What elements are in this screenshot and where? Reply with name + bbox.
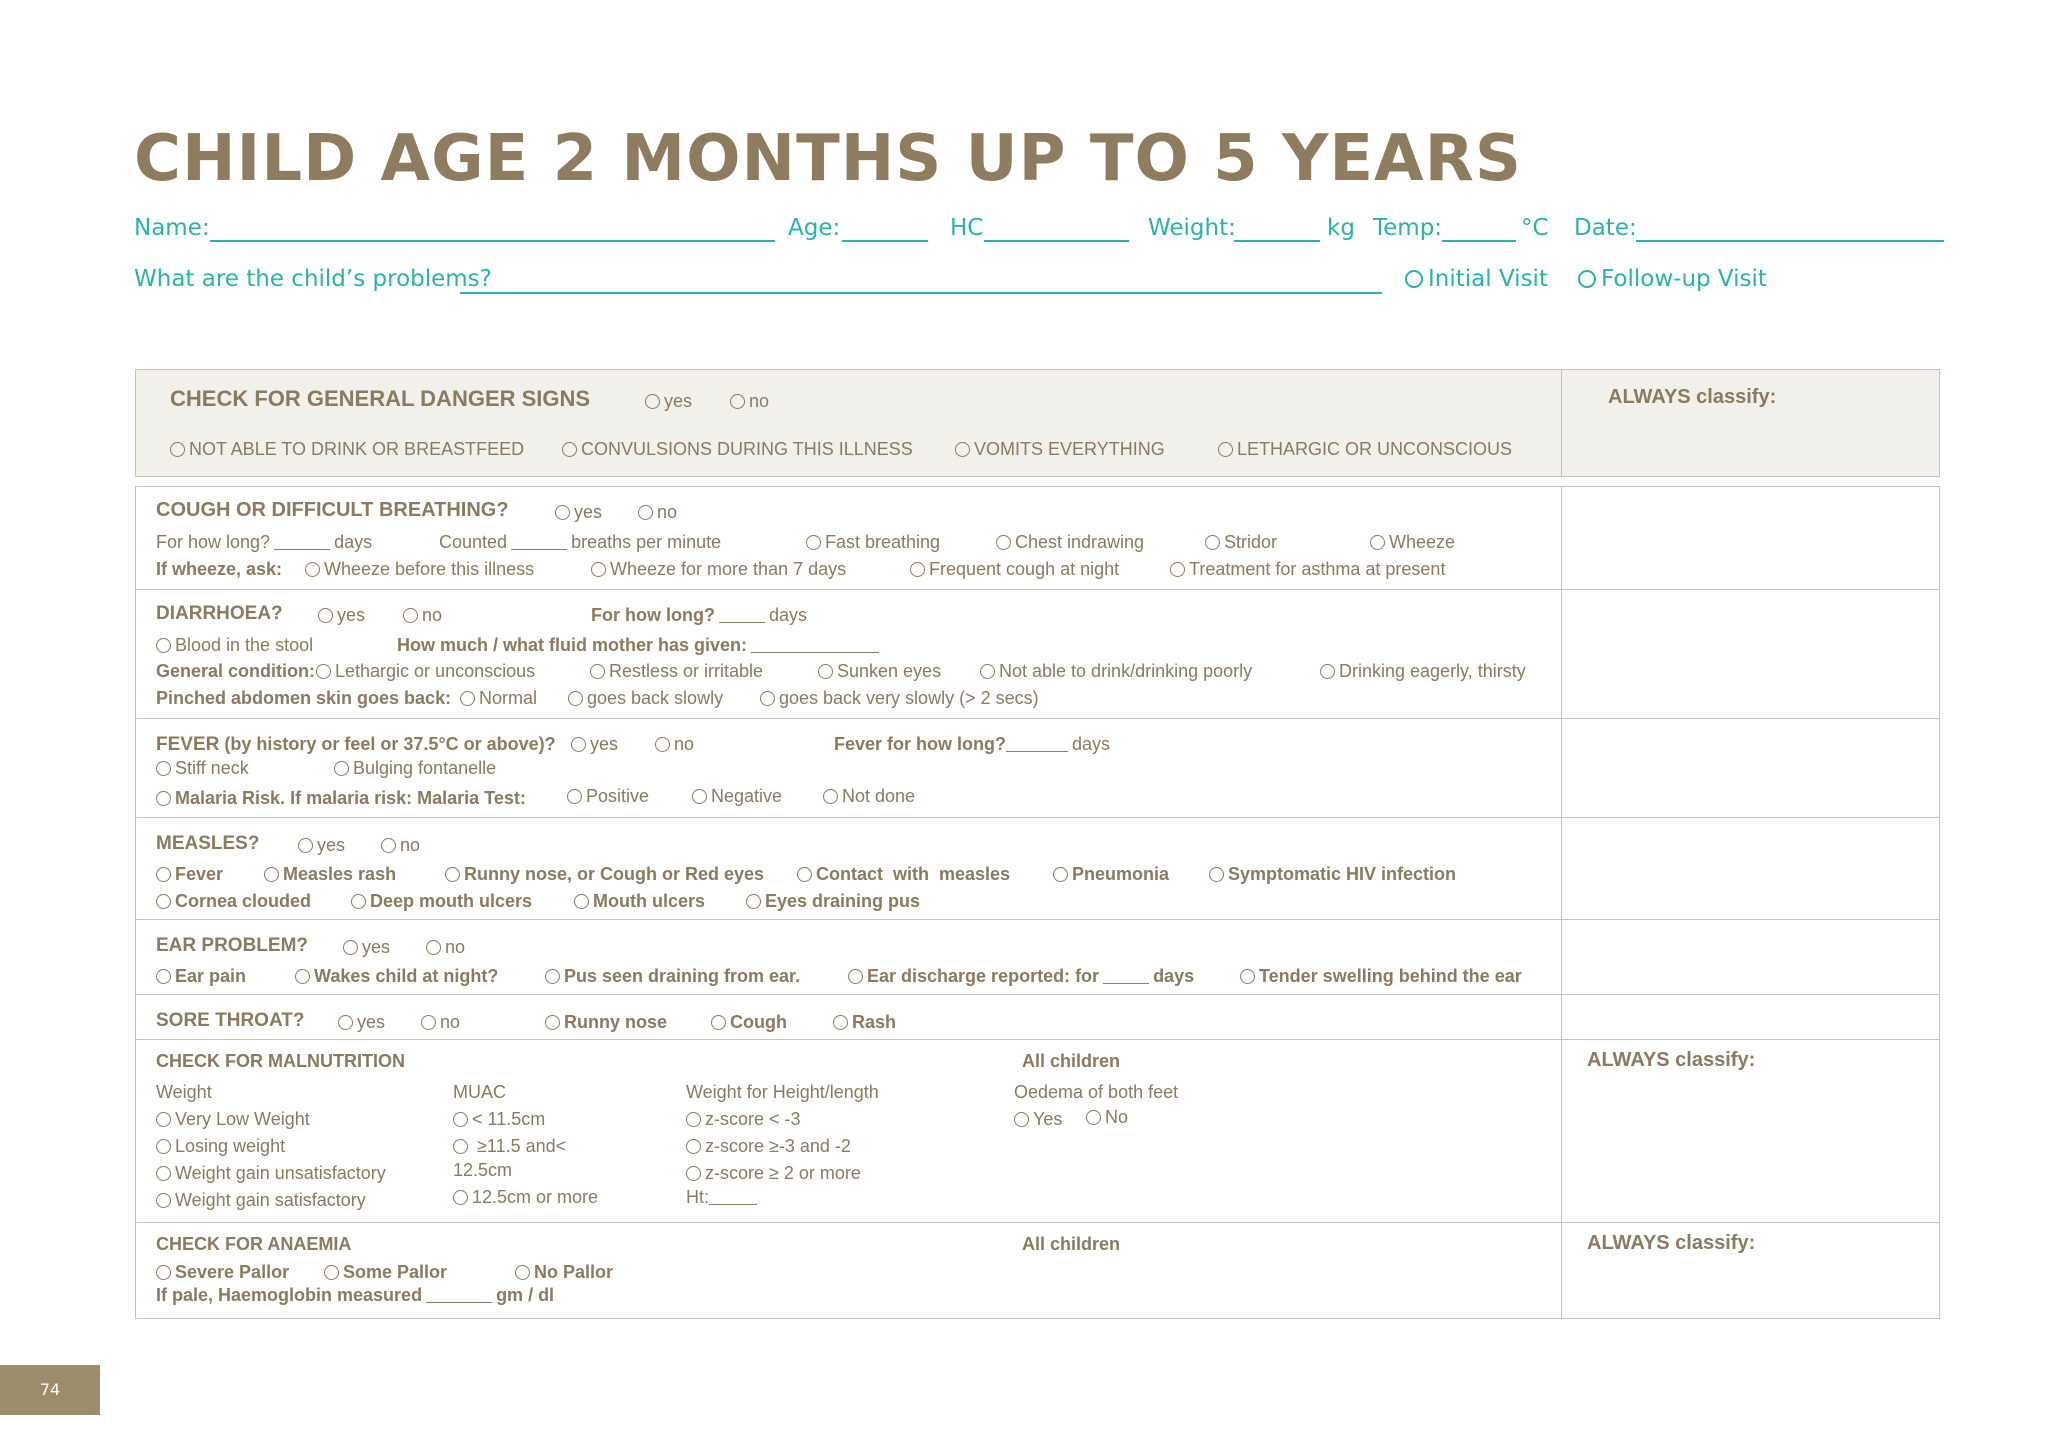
radio-icon	[156, 867, 171, 882]
muac-over-option[interactable]: 12.5cm or more	[453, 1187, 598, 1208]
cough-how-long-label: For how long?	[156, 532, 271, 552]
malaria-positive-option[interactable]: Positive	[567, 786, 649, 807]
radio-icon	[980, 664, 995, 679]
cough-days-field[interactable]	[274, 533, 330, 550]
cough-no-option[interactable]: no	[638, 502, 677, 523]
radio-icon	[403, 608, 418, 623]
radio-icon	[591, 562, 606, 577]
radio-icon	[1086, 1110, 1101, 1125]
radio-icon	[574, 894, 589, 909]
radio-icon	[426, 940, 441, 955]
pinched-normal-option[interactable]: Normal	[460, 688, 537, 709]
radio-icon	[445, 867, 460, 882]
radio-icon	[910, 562, 925, 577]
gain-unsatisfactory-option[interactable]: Weight gain unsatisfactory	[156, 1163, 386, 1184]
radio-icon	[453, 1112, 468, 1127]
danger-option-3[interactable]: VOMITS EVERYTHING	[955, 439, 1165, 460]
runny-nose-cough-option[interactable]: Runny nose, or Cough or Red eyes	[445, 864, 764, 885]
radio-icon	[316, 664, 331, 679]
diarrhoea-title: DIARRHOEA?	[156, 603, 283, 624]
some-pallor-option[interactable]: Some Pallor	[324, 1262, 447, 1283]
fluid-field[interactable]	[751, 636, 879, 653]
hc-field[interactable]	[984, 240, 1129, 242]
pneumonia-option[interactable]: Pneumonia	[1053, 864, 1169, 885]
anaemia-title: CHECK FOR ANAEMIA	[156, 1234, 352, 1254]
pinched-label: Pinched abdomen skin goes back:	[156, 688, 452, 708]
asthma-treatment-option[interactable]: Treatment for asthma at present	[1170, 559, 1445, 580]
radio-icon	[760, 691, 775, 706]
radio-icon	[686, 1166, 701, 1181]
radio-icon	[1320, 664, 1335, 679]
malnutrition-title: CHECK FOR MALNUTRITION	[156, 1051, 405, 1071]
date-label: Date:	[1574, 215, 1637, 241]
fast-breathing-option[interactable]: Fast breathing	[806, 532, 940, 553]
radio-icon	[823, 789, 838, 804]
malnutrition-all-children: All children	[1022, 1051, 1121, 1071]
radio-icon	[1205, 535, 1220, 550]
radio-icon	[692, 789, 707, 804]
fever-how-long-label: Fever for how long?	[834, 734, 1007, 754]
name-field[interactable]	[210, 240, 775, 242]
fever-subtitle: (by history or feel or 37.5°C or above)?	[224, 734, 556, 754]
age-field[interactable]	[842, 240, 928, 242]
radio-icon	[818, 664, 833, 679]
radio-icon	[156, 1265, 171, 1280]
wheeze-7-days-option[interactable]: Wheeze for more than 7 days	[591, 559, 846, 580]
radio-icon	[381, 838, 396, 853]
fever-no-option[interactable]: no	[655, 734, 694, 755]
radio-icon	[567, 789, 582, 804]
radio-icon	[833, 1015, 848, 1030]
eyes-pus-option[interactable]: Eyes draining pus	[746, 891, 920, 912]
diarrhoea-no-option[interactable]: no	[403, 605, 442, 626]
height-field[interactable]	[709, 1188, 757, 1205]
haemoglobin-unit: gm / dl	[496, 1285, 555, 1305]
pinched-slowly-option[interactable]: goes back slowly	[568, 688, 723, 709]
radio-icon	[645, 394, 660, 409]
radio-icon	[421, 1015, 436, 1030]
radio-icon	[1218, 442, 1233, 457]
lethargic-option[interactable]: Lethargic or unconscious	[316, 661, 535, 682]
row-divider	[135, 589, 1940, 590]
chest-indrawing-option[interactable]: Chest indrawing	[996, 532, 1144, 553]
radio-icon	[351, 894, 366, 909]
problems-field[interactable]	[460, 292, 1382, 294]
page-number: 74	[0, 1365, 100, 1415]
kg-label: kg	[1327, 215, 1355, 241]
row-divider	[135, 994, 1940, 995]
throat-cough-option[interactable]: Cough	[711, 1012, 787, 1033]
radio-icon	[324, 1265, 339, 1280]
classify-column-divider	[1561, 486, 1562, 1319]
muac-between-unit: 12.5cm	[453, 1160, 513, 1180]
breaths-count-field[interactable]	[511, 533, 567, 550]
cough-counted-label: Counted	[439, 532, 508, 552]
fever-yes-option[interactable]: yes	[571, 734, 618, 755]
radio-icon	[806, 535, 821, 550]
radio-icon	[156, 638, 171, 653]
cornea-clouded-option[interactable]: Cornea clouded	[156, 891, 311, 912]
no-pallor-option[interactable]: No Pallor	[515, 1262, 613, 1283]
haemoglobin-label: If pale, Haemoglobin measured	[156, 1285, 423, 1305]
zscore-between-option[interactable]: z-score ≥-3 and -2	[686, 1136, 851, 1157]
diarrhoea-days-field[interactable]	[719, 606, 765, 623]
radio-icon	[453, 1190, 468, 1205]
weight-label: Weight:	[1148, 215, 1236, 241]
stridor-option[interactable]: Stridor	[1205, 532, 1277, 553]
radio-icon	[1240, 969, 1255, 984]
page-title: CHILD AGE 2 MONTHS UP TO 5 YEARS	[134, 122, 1522, 196]
radio-icon	[156, 1193, 171, 1208]
header-row-1	[134, 215, 210, 241]
mouth-ulcers-option[interactable]: Mouth ulcers	[574, 891, 705, 912]
throat-runny-nose-option[interactable]: Runny nose	[545, 1012, 667, 1033]
oedema-heading: Oedema of both feet	[1014, 1082, 1179, 1102]
ear-discharge-days-field[interactable]	[1103, 967, 1149, 984]
radio-icon	[295, 969, 310, 984]
radio-icon	[711, 1015, 726, 1030]
throat-no-option[interactable]: no	[421, 1012, 460, 1033]
row-divider	[135, 1039, 1940, 1040]
radio-icon	[156, 969, 171, 984]
radio-icon	[298, 838, 313, 853]
losing-weight-option[interactable]: Losing weight	[156, 1136, 285, 1157]
radio-icon	[156, 1112, 171, 1127]
ear-pain-option[interactable]: Ear pain	[156, 966, 246, 987]
measles-rash-option[interactable]: Measles rash	[264, 864, 396, 885]
problems-label: What are the child’s problems?	[134, 266, 492, 292]
muac-between-option[interactable]: ≥11.5 and<	[453, 1136, 566, 1157]
gain-satisfactory-option[interactable]: Weight gain satisfactory	[156, 1190, 366, 1211]
danger-option-2[interactable]: CONVULSIONS DURING THIS ILLNESS	[562, 439, 913, 460]
danger-title: CHECK FOR GENERAL DANGER SIGNS	[170, 386, 591, 411]
diarrhoea-how-long-label: For how long?	[591, 605, 715, 625]
radio-icon	[156, 1139, 171, 1154]
age-label: Age:	[788, 215, 841, 241]
diarrhoea-days-label: days	[768, 605, 808, 625]
tender-swelling-option[interactable]: Tender swelling behind the ear	[1240, 966, 1522, 987]
measles-fever-option[interactable]: Fever	[156, 864, 223, 885]
measles-no-option[interactable]: no	[381, 835, 420, 856]
ear-no-option[interactable]: no	[426, 937, 465, 958]
malnutrition-classify-label: ALWAYS classify:	[1587, 1049, 1756, 1071]
diarrhoea-yes-option[interactable]: yes	[318, 605, 365, 626]
severe-pallor-option[interactable]: Severe Pallor	[156, 1262, 289, 1283]
danger-no-option[interactable]: no	[730, 391, 769, 412]
radio-icon	[318, 608, 333, 623]
radio-icon	[746, 894, 761, 909]
fever-days-label: days	[1072, 734, 1111, 754]
danger-option-4[interactable]: LETHARGIC OR UNCONSCIOUS	[1218, 439, 1512, 460]
radio-icon	[655, 737, 670, 752]
bpm-label: breaths per minute	[571, 532, 722, 552]
radio-icon	[555, 505, 570, 520]
ear-discharge-option[interactable]: Ear discharge reported: for days	[848, 966, 1194, 987]
malaria-not-done-option[interactable]: Not done	[823, 786, 915, 807]
measles-yes-option[interactable]: yes	[298, 835, 345, 856]
temp-field[interactable]	[1442, 240, 1516, 242]
radio-icon	[1170, 562, 1185, 577]
radio-icon	[562, 442, 577, 457]
oedema-yes-option[interactable]: Yes	[1014, 1109, 1062, 1130]
ear-yes-option[interactable]: yes	[343, 937, 390, 958]
if-wheeze-label: If wheeze, ask:	[156, 559, 283, 579]
pus-draining-option[interactable]: Pus seen draining from ear.	[545, 966, 800, 987]
radio-icon	[996, 535, 1011, 550]
bulging-fontanelle-option[interactable]: Bulging fontanelle	[334, 758, 496, 779]
radio-icon	[1370, 535, 1385, 550]
radio-icon	[571, 737, 586, 752]
danger-classify-label: ALWAYS classify:	[1608, 386, 1777, 408]
pinched-very-slowly-option[interactable]: goes back very slowly (> 2 secs)	[760, 688, 1039, 709]
fever-days-field[interactable]	[1006, 735, 1068, 752]
fever-title: FEVER	[156, 734, 220, 755]
very-low-weight-option[interactable]: Very Low Weight	[156, 1109, 310, 1130]
zscore-under-option[interactable]: z-score < -3	[686, 1109, 801, 1130]
height-label: Ht:	[686, 1187, 710, 1207]
radio-icon	[955, 442, 970, 457]
malaria-negative-option[interactable]: Negative	[692, 786, 782, 807]
row-divider	[135, 718, 1940, 719]
radio-icon	[848, 969, 863, 984]
row-divider	[135, 919, 1940, 920]
radio-icon	[1209, 867, 1224, 882]
radio-icon	[156, 894, 171, 909]
muac-under-option[interactable]: < 11.5cm	[453, 1109, 545, 1130]
radio-icon	[1405, 270, 1423, 288]
radio-icon	[156, 761, 171, 776]
date-field[interactable]	[1636, 240, 1944, 242]
weight-heading: Weight	[156, 1082, 212, 1102]
frequent-cough-option[interactable]: Frequent cough at night	[910, 559, 1119, 580]
radio-icon	[156, 791, 171, 806]
radio-icon	[545, 1015, 560, 1030]
weight-field[interactable]	[1234, 240, 1320, 242]
radio-icon	[453, 1139, 468, 1154]
measles-title: MEASLES?	[156, 833, 260, 854]
cough-title: COUGH OR DIFFICULT BREATHING?	[156, 499, 509, 521]
degc-label: °C	[1521, 215, 1549, 241]
row-divider	[135, 1222, 1940, 1223]
name-label: Name:	[134, 215, 210, 241]
temp-label: Temp:	[1373, 215, 1443, 241]
radio-icon	[515, 1265, 530, 1280]
blood-stool-option[interactable]: Blood in the stool	[156, 635, 313, 656]
radio-icon	[686, 1112, 701, 1127]
radio-icon	[730, 394, 745, 409]
cough-days-label: days	[334, 532, 373, 552]
radio-icon	[568, 691, 583, 706]
initial-visit-option[interactable]: Initial Visit	[1405, 266, 1548, 292]
row-divider	[135, 817, 1940, 818]
radio-icon	[305, 562, 320, 577]
fluid-label: How much / what fluid mother has given:	[397, 635, 748, 655]
throat-title: SORE THROAT?	[156, 1010, 305, 1031]
not-able-drink-option[interactable]: Not able to drink/drinking poorly	[980, 661, 1252, 682]
oedema-no-option[interactable]: No	[1086, 1107, 1128, 1128]
radio-icon	[334, 761, 349, 776]
radio-icon	[1053, 867, 1068, 882]
hiv-option[interactable]: Symptomatic HIV infection	[1209, 864, 1456, 885]
radio-icon	[545, 969, 560, 984]
radio-icon	[338, 1015, 353, 1030]
wakes-child-option[interactable]: Wakes child at night?	[295, 966, 498, 987]
deep-mouth-ulcers-option[interactable]: Deep mouth ulcers	[351, 891, 532, 912]
drinking-eagerly-option[interactable]: Drinking eagerly, thirsty	[1320, 661, 1526, 682]
radio-icon	[460, 691, 475, 706]
hc-label: HC	[950, 215, 984, 241]
anaemia-all-children: All children	[1022, 1234, 1121, 1254]
zscore-over-option[interactable]: z-score ≥ 2 or more	[686, 1163, 861, 1184]
radio-icon	[590, 664, 605, 679]
danger-option-1[interactable]: NOT ABLE TO DRINK OR BREASTFEED	[170, 439, 524, 460]
radio-icon	[1014, 1112, 1029, 1127]
ear-title: EAR PROBLEM?	[156, 935, 308, 956]
haemoglobin-field[interactable]	[426, 1286, 492, 1303]
followup-visit-option[interactable]: Follow-up Visit	[1578, 266, 1767, 292]
muac-heading: MUAC	[453, 1082, 506, 1102]
radio-icon	[264, 867, 279, 882]
radio-icon	[170, 442, 185, 457]
general-condition-label: General condition:	[156, 661, 316, 681]
sunken-eyes-option[interactable]: Sunken eyes	[818, 661, 941, 682]
measles-contact-option[interactable]: Contact with measles	[797, 864, 1010, 885]
radio-icon	[638, 505, 653, 520]
stiff-neck-option[interactable]: Stiff neck	[156, 758, 249, 779]
radio-icon	[156, 1166, 171, 1181]
danger-yes-option[interactable]: yes	[645, 391, 692, 412]
wheeze-before-option[interactable]: Wheeze before this illness	[305, 559, 534, 580]
radio-icon	[343, 940, 358, 955]
wheeze-option[interactable]: Wheeze	[1370, 532, 1455, 553]
radio-icon	[797, 867, 812, 882]
radio-icon	[686, 1139, 701, 1154]
cough-yes-option[interactable]: yes	[555, 502, 602, 523]
restless-option[interactable]: Restless or irritable	[590, 661, 763, 682]
if-malaria-label: If malaria risk:	[290, 788, 413, 808]
malaria-risk-option[interactable]: Malaria Risk. If malaria risk: Malaria Test:	[156, 788, 526, 809]
malaria-test-label: Malaria Test:	[417, 788, 526, 808]
anaemia-classify-label: ALWAYS classify:	[1587, 1232, 1756, 1254]
radio-icon	[1578, 270, 1596, 288]
classify-divider	[1561, 369, 1562, 477]
throat-rash-option[interactable]: Rash	[833, 1012, 896, 1033]
wfh-heading: Weight for Height/length	[686, 1082, 879, 1102]
throat-yes-option[interactable]: yes	[338, 1012, 385, 1033]
